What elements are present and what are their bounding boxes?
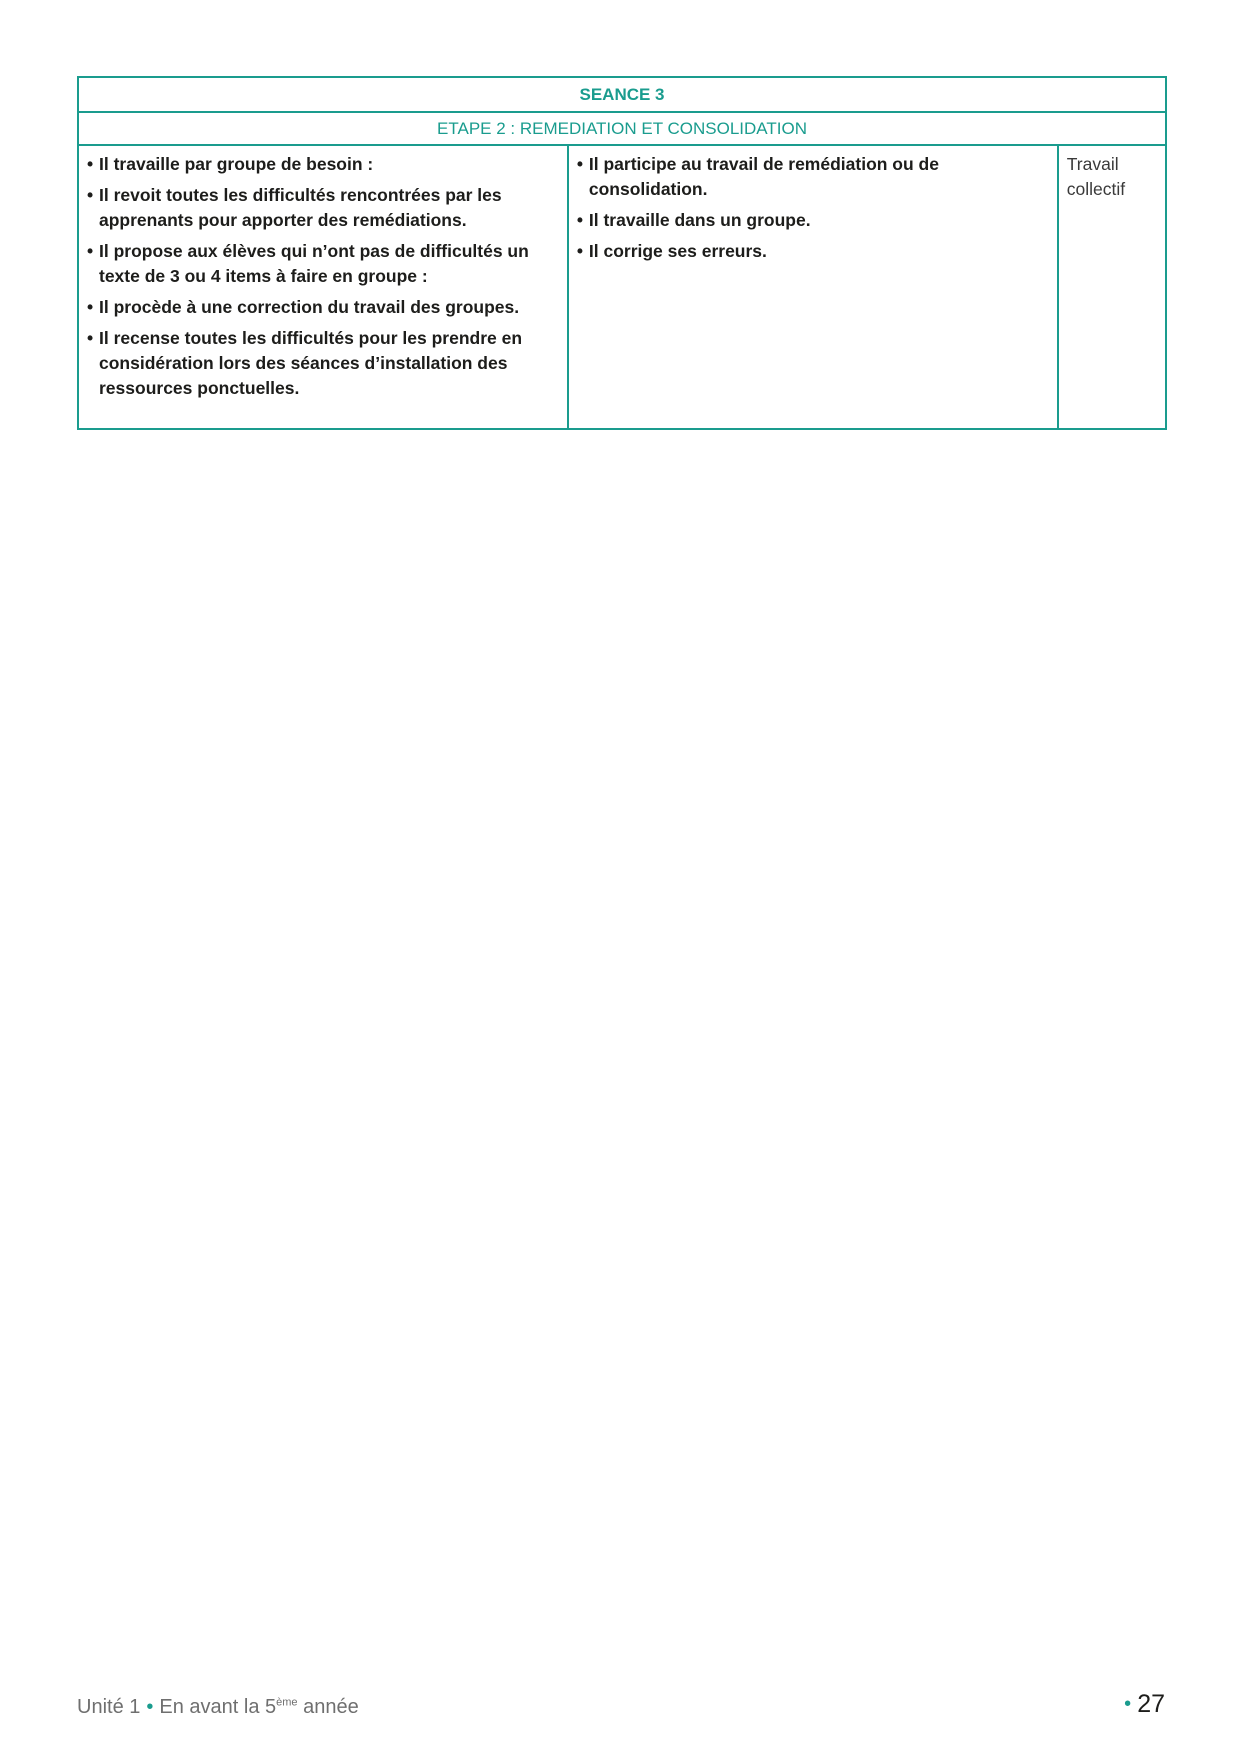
footer-unit-label: [77, 1696, 359, 1719]
work-mode-cell: [1058, 145, 1166, 429]
work-mode-text: Travail collectif: [1066, 154, 1126, 199]
title-row: [78, 77, 1166, 112]
subtitle-row: [78, 112, 1166, 145]
content-row: [78, 145, 1166, 429]
step-title: ETAPE 2 : REMEDIATION ET CONSOLIDATION: [78, 112, 1166, 145]
session-title: SEANCE 3: [78, 77, 1166, 112]
page-number: 27: [1137, 1690, 1165, 1718]
teacher-activity-item: • Il travaille par groupe de besoin :: [87, 152, 559, 177]
teacher-activities-cell: [78, 145, 568, 429]
teacher-activities-list: [87, 152, 559, 401]
page-dot-icon: •: [1124, 1693, 1132, 1715]
separator-dot-icon: •: [146, 1696, 154, 1718]
page-number-block: [1124, 1690, 1165, 1719]
book-title-suffix: année: [297, 1696, 359, 1718]
teacher-activity-item: • Il propose aux élèves qui n’ont pas de difficultés un texte de 3 ou 4 items à faire en groupe :: [87, 239, 559, 289]
learner-activity-item: • Il corrige ses erreurs.: [577, 239, 1049, 264]
book-title-superscript: ème: [276, 1696, 298, 1709]
learner-activities-list: [577, 152, 1049, 264]
teacher-activity-item: • Il revoit toutes les difficultés rencontrées par les apprenants pour apporter des remédiations.: [87, 183, 559, 233]
teacher-activity-item: • Il procède à une correction du travail des groupes.: [87, 295, 559, 320]
book-title-prefix: En avant la 5: [159, 1696, 277, 1718]
lesson-table: [77, 76, 1167, 430]
teacher-activity-item: • Il recense toutes les difficultés pour les prendre en considération lors des séances d’installation des ressources ponctuelles.: [87, 326, 559, 401]
learner-activity-item: • Il participe au travail de remédiation ou de consolidation.: [577, 152, 1049, 202]
learner-activities-cell: [568, 145, 1058, 429]
learner-activity-item: • Il travaille dans un groupe.: [577, 208, 1049, 233]
unit-name: Unité 1: [77, 1696, 141, 1718]
